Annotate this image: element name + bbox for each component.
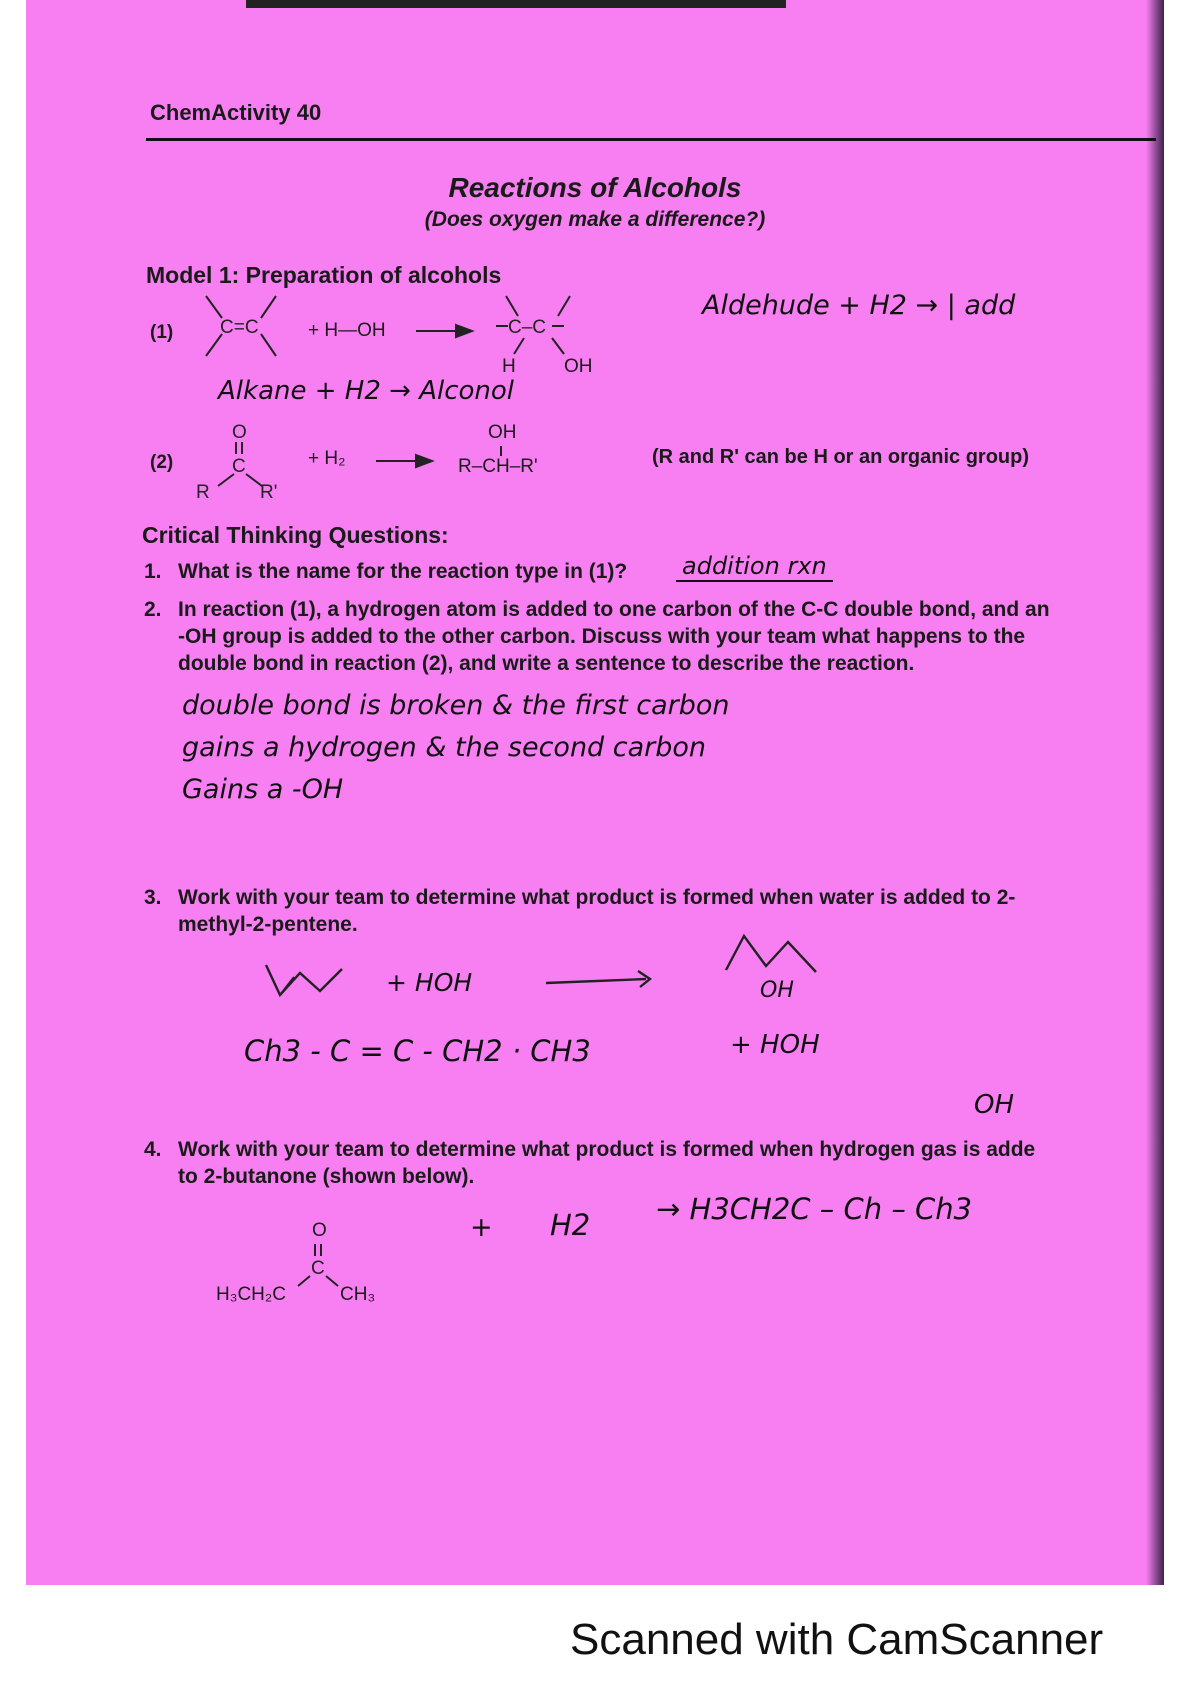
reaction1-reagent: + H—OH bbox=[308, 320, 386, 341]
handdrawn-alkene-skeletal bbox=[266, 955, 366, 1005]
butanone-oxygen: O bbox=[312, 1220, 327, 1241]
q4-hand-h2: H2 bbox=[550, 1208, 591, 1242]
svg-text:R': R' bbox=[260, 482, 278, 503]
handwritten-aldehyde-note: Aldehude + H2 → | add bbox=[702, 290, 1016, 321]
svg-text:R: R bbox=[196, 482, 210, 503]
scanned-page bbox=[26, 0, 1164, 1585]
camscanner-watermark: Scanned with CamScanner bbox=[570, 1615, 1104, 1664]
model-heading: Model 1: Preparation of alcohols bbox=[146, 262, 502, 288]
q3-hand-formula: Ch3 - C = C - CH2 · CH3 bbox=[244, 1034, 591, 1068]
svg-text:C: C bbox=[232, 456, 246, 477]
questions-heading: Critical Thinking Questions: bbox=[142, 522, 449, 548]
carbonyl-structure bbox=[196, 420, 296, 503]
q2-line1: In reaction (1), a hydrogen atom is added to one carbon of the C-C double bond, and an bbox=[178, 598, 1050, 621]
q2-answer-line2: gains a hydrogen & the second carbon bbox=[182, 732, 707, 763]
reaction1-arrow bbox=[416, 320, 476, 340]
svg-text:O: O bbox=[232, 422, 247, 443]
q2-answer-line3: Gains a -OH bbox=[182, 774, 344, 805]
q3-line2: methyl-2-pentene. bbox=[178, 913, 358, 936]
q3-line1: Work with your team to determine what product is formed when water is added to 2- bbox=[178, 886, 1016, 909]
reaction2-product: R–CH–R' bbox=[458, 456, 538, 477]
header-rule bbox=[146, 138, 1156, 141]
top-edge-shadow bbox=[246, 0, 786, 8]
q4-line2: to 2-butanone (shown below). bbox=[178, 1165, 475, 1188]
r-group-note: (R and R' can be H or an organic group) bbox=[652, 446, 1030, 468]
svg-text:C–C: C–C bbox=[508, 317, 547, 338]
q3-hand-oh: OH bbox=[760, 978, 794, 1003]
q2-line2: -OH group is added to the other carbon. Discuss with your team what happens to the bbox=[178, 625, 1026, 648]
q4-number: 4. bbox=[144, 1138, 162, 1161]
q3-hand-formula-reagent: + HOH bbox=[730, 1030, 820, 1060]
butanone-right-group: CH₃ bbox=[340, 1284, 376, 1305]
q1-number: 1. bbox=[144, 560, 162, 583]
q2-answer-line1: double bond is broken & the first carbon bbox=[182, 690, 730, 721]
oh-bond bbox=[500, 446, 502, 456]
product-oh-label: OH bbox=[564, 356, 593, 377]
handdrawn-alcohol-skeletal bbox=[726, 926, 836, 976]
reaction2-arrow bbox=[376, 450, 436, 470]
q3-number: 3. bbox=[144, 886, 162, 909]
page-subtitle: (Does oxygen make a difference?) bbox=[424, 208, 766, 231]
product-h-label: H bbox=[502, 356, 516, 377]
page-title: Reactions of Alcohols bbox=[448, 172, 742, 203]
q4-line1: Work with your team to determine what product is formed when hydrogen gas is adde bbox=[178, 1138, 1036, 1161]
q3-hand-arrow bbox=[546, 965, 666, 995]
q4-hand-plus: + bbox=[470, 1212, 493, 1243]
q3-hand-reagent: + HOH bbox=[386, 968, 473, 997]
q2-number: 2. bbox=[144, 598, 162, 621]
reaction1-number: (1) bbox=[150, 322, 174, 343]
reaction2-number: (2) bbox=[150, 452, 174, 473]
handwritten-alkane-note: Alkane + H2 → Alconol bbox=[218, 376, 515, 406]
reaction2-product-oh: OH bbox=[488, 422, 517, 443]
butanone-left-group: H₃CH₂C bbox=[216, 1284, 286, 1305]
q4-hand-product: → H3CH2C – Ch – Ch3 bbox=[656, 1192, 973, 1226]
q1-text: What is the name for the reaction type in (1)? bbox=[178, 560, 628, 583]
q2-line3: double bond in reaction (2), and write a sentence to describe the reaction. bbox=[178, 652, 915, 675]
svg-text:C=C: C=C bbox=[220, 317, 259, 338]
svg-text:C: C bbox=[311, 1258, 325, 1279]
q4-hand-oh: OH bbox=[974, 1090, 1015, 1120]
reaction2-reagent: + H₂ bbox=[308, 448, 346, 469]
activity-label: ChemActivity 40 bbox=[150, 100, 322, 125]
right-edge-shadow bbox=[1146, 0, 1164, 1585]
q1-answer: addition rxn bbox=[676, 552, 833, 582]
